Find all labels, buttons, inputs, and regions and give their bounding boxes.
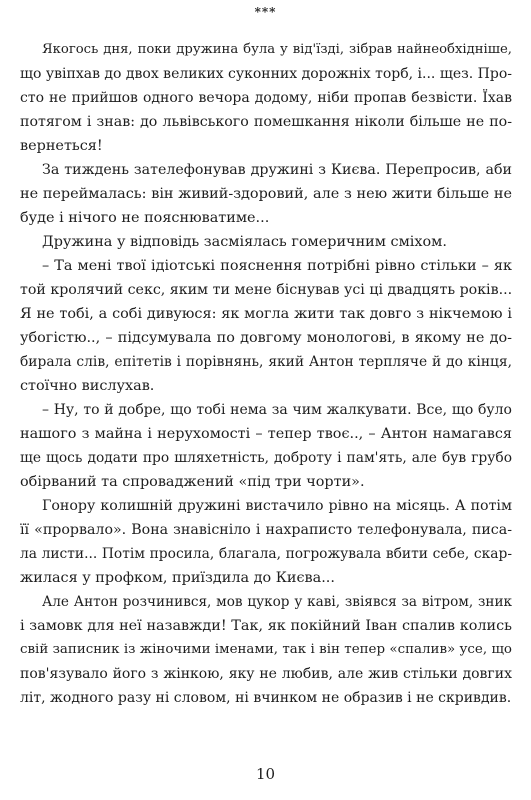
text-line: ще щось додати про шляхетність, доброту і пам'ять, але був грубо	[20, 450, 512, 466]
text-line: і замовк для неї назавжди! Так, як покійний Іван спалив колись	[20, 618, 512, 634]
text-line: той кролячий секс, яким ти мене біснував усі ці двадцять років...	[20, 282, 513, 298]
text-line: що увіпхав до двох великих суконних дорожніх торб, і... щез. Про-	[20, 66, 512, 82]
text-line: Гонору колишній дружині вистачило рівно на місяць. А потім	[42, 498, 512, 514]
text-line: літ, жодного разу ні словом, ні вчинком не образив і не скривдив.	[20, 690, 512, 706]
page-number: 10	[255, 765, 276, 783]
text-line: жилася у профком, приїздила до Києва...	[20, 570, 335, 586]
text-line: нашого з майна і нерухомості – тепер твоє.., – Антон намагався	[20, 426, 512, 442]
text-line: Але Антон розчинився, мов цукор у каві, звіявся за вітром, зник	[42, 594, 512, 610]
text-line: убогістю.., – підсумувала по довгому монологові, в якому не до-	[20, 330, 512, 346]
text-line: Я не тобі, а собі дивуюся: як могла жити так довго з нікчемою і	[20, 306, 512, 322]
text-line: бирала слів, епітетів і порівнянь, який Антон терпляче й до кінця,	[20, 354, 512, 370]
text-line: потягом і знав: до львівського помешкання ніколи більше не по-	[20, 114, 512, 130]
text-line: її «прорвало». Вона знавісніло і нахраписто телефонувала, писа-	[20, 522, 512, 538]
text-line: Дружина у відповідь засміялась гомеричним сміхом.	[42, 234, 447, 250]
text-line: сто не прийшов одного вечора додому, ніби пропав безвісти. Їхав	[20, 90, 512, 106]
body-text	[20, 38, 512, 710]
section-separator: ***	[254, 5, 277, 19]
text-line: – Та мені твої ідіотські пояснення потрібні рівно стільки – як	[42, 258, 512, 274]
text-line: Якогось дня, поки дружина була у від'їзді, зібрав найнеобхідніше,	[42, 42, 512, 57]
text-line: свій записник із жіночими іменами, так і він тепер «спалив» усе, що	[20, 642, 512, 657]
text-line: буде і нічого не пояснюватиме...	[20, 210, 270, 226]
text-line: ла листи... Потім просила, благала, погрожувала вбити себе, скар-	[20, 546, 512, 562]
text-line: стоїчно вислухав.	[20, 378, 155, 394]
text-line: пов'язувало його з жінкою, яку не любив, але жив стільки довгих	[20, 666, 512, 682]
text-line: За тиждень зателефонував дружині з Києва. Перепросив, аби	[42, 162, 512, 178]
text-line: обірваний та спроваджений «під три чорти».	[20, 474, 365, 490]
text-line: не переймалась: він живий-здоровий, але з нею жити більше не	[20, 186, 512, 202]
text-line: вернеться!	[20, 138, 103, 154]
text-line: – Ну, то й добре, що тобі нема за чим жалкувати. Все, що було	[42, 402, 512, 418]
